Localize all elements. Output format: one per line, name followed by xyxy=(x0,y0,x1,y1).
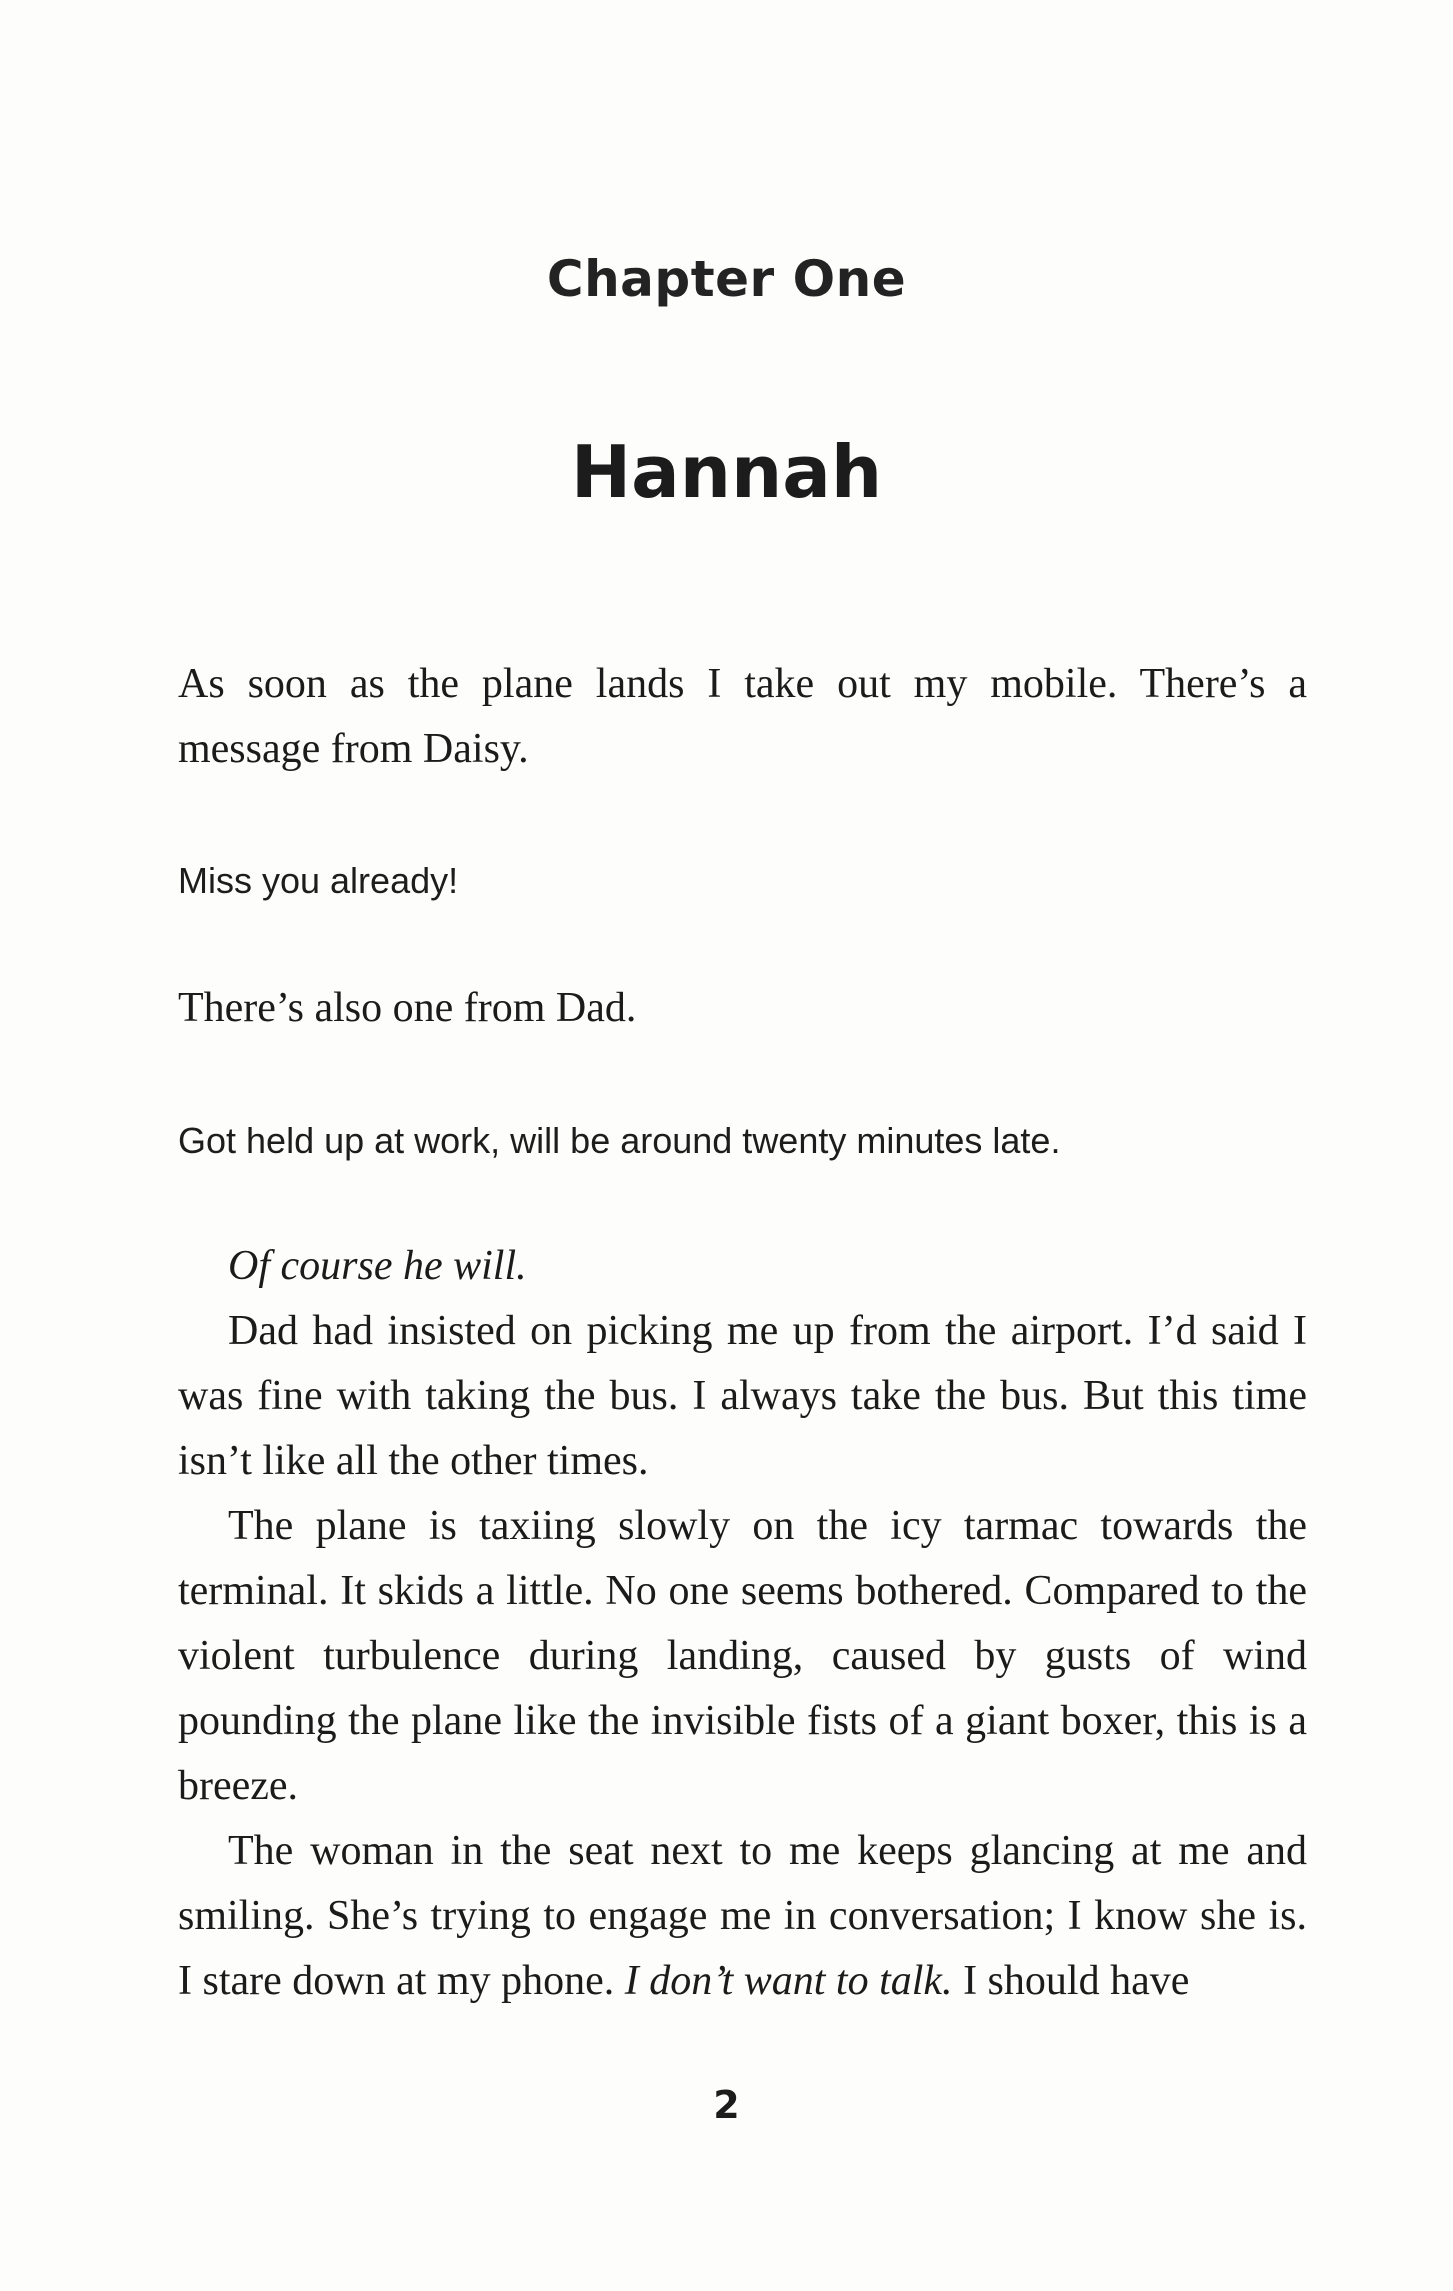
paragraph-3 xyxy=(178,1234,1307,1299)
paragraph-1: As soon as the plane lands I take out my mobile. There’s a message from Daisy. xyxy=(178,661,1307,772)
paragraph-2: There’s also one from Dad. xyxy=(178,985,637,1031)
text-message-daisy: Miss you already! xyxy=(178,860,459,901)
chapter-title: Hannah xyxy=(570,430,883,514)
text-message-dad: Got held up at work, will be around twenty minutes late. xyxy=(178,1120,1061,1161)
paragraph-6-start: The woman in the seat next to me keeps glancing at me and smiling. She’s trying to engage me in conversation; I know she is. I stare down at my phone. xyxy=(178,1828,1307,2004)
paragraph-5: The plane is taxiing slowly on the icy tarmac towards the terminal. It skids a little. No one seems bothered. Compared to the violent turbulence during landing, caused by gusts of wind pounding the plane like the invisible fists of a giant boxer, this is a breeze. xyxy=(178,1503,1307,1809)
paragraph-6-end: I should have xyxy=(952,1958,1190,2004)
italic-thought: Of course he will. xyxy=(228,1243,527,1289)
paragraph-6 xyxy=(178,1819,1307,2014)
page-number: 2 xyxy=(713,2083,740,2127)
paragraph-6-italic: I don’t want to talk. xyxy=(624,1958,953,2004)
chapter-label: Chapter One xyxy=(546,250,907,308)
paragraph-4: Dad had insisted on picking me up from the airport. I’d said I was fine with taking the bus. I always take the bus. But this time isn’t like all the other times. xyxy=(178,1308,1307,1484)
